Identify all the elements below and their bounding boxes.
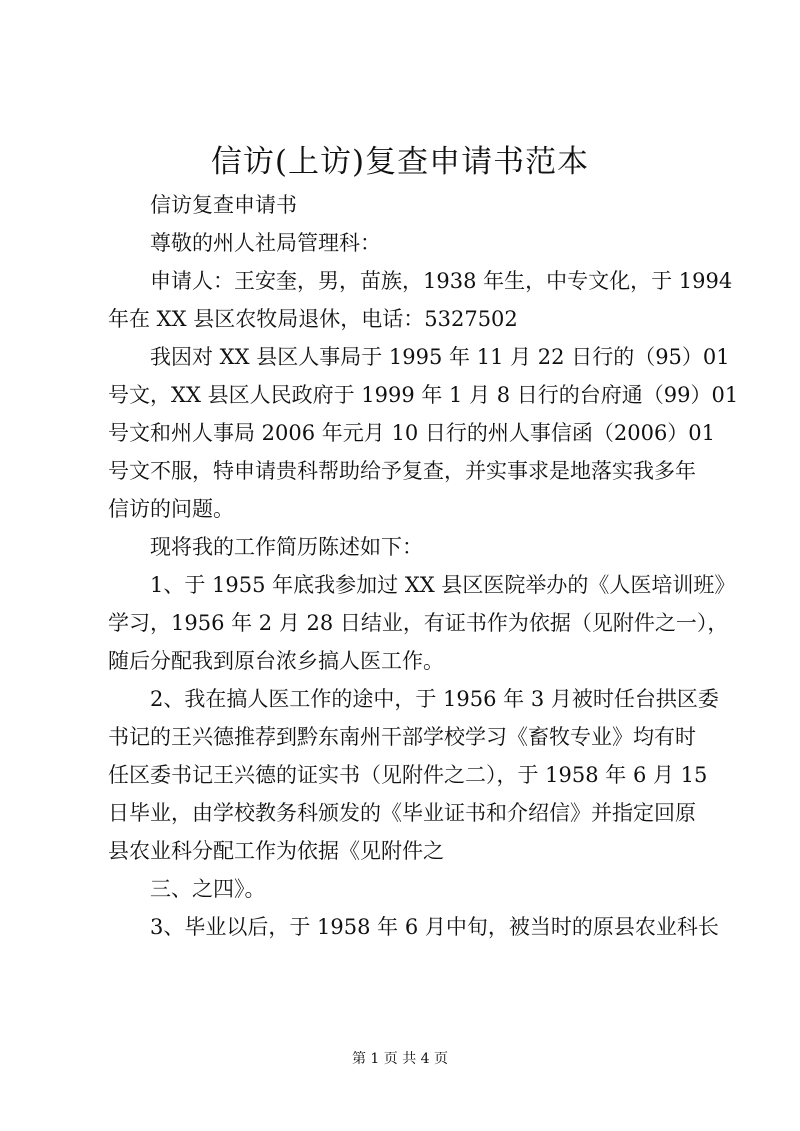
paragraph [108,186,704,224]
text-line: 日毕业，由学校教务科颁发的《毕业证书和介绍信》并指定回原 [108,801,696,825]
paragraph [108,528,704,566]
paragraph [108,680,719,870]
paragraph [108,224,704,262]
text-line: 信访的问题。 [108,497,234,521]
text-line: 三、之四》。 [150,877,266,901]
text-line: 尊敬的州人社局管理科： [150,231,381,255]
page-number-footer: 第 1 页 共 4 页 [351,1051,449,1067]
text-line: 申请人：王安奎，男，苗族，1938 年生，中专文化，于 1994 [150,269,733,293]
text-line: 信访复查申请书 [150,193,297,217]
text-line: 号文，XX 县区人民政府于 1999 年 1 月 8 日行的台府通（99）01 [108,383,739,407]
text-line: 任区委书记王兴德的证实书（见附件之二），于 1958 年 6 月 15 [108,763,708,787]
paragraph [108,566,736,680]
document-body [108,186,739,946]
text-line: 随后分配我到原台浓乡搞人医工作。 [108,649,444,673]
paragraph [108,870,704,908]
paragraph [108,338,739,528]
paragraph [108,262,733,338]
text-line: 号文不服，特申请贵科帮助给予复查，并实事求是地落实我多年 [108,459,696,483]
text-line: 号文和州人事局 2006 年元月 10 日行的州人事信函（2006）01 [108,421,716,445]
text-line: 我因对 XX 县区人事局于 1995 年 11 月 22 日行的（95）01 [150,345,730,369]
text-line: 2、我在搞人医工作的途中，于 1956 年 3 月被时任台拱区委 [150,687,719,711]
paragraph [108,908,719,946]
text-line: 现将我的工作简历陈述如下： [150,535,423,559]
text-line: 县农业科分配工作为依据《见附件之 [108,839,444,863]
text-line: 1、于 1955 年底我参加过 XX 县区医院举办的《人医培训班》 [150,573,736,597]
text-line: 3、毕业以后，于 1958 年 6 月中旬，被当时的原县农业科长 [150,915,719,939]
text-line: 学习，1956 年 2 月 28 日结业，有证书作为依据（见附件之一）， [108,611,729,635]
text-line: 年在 XX 县区农牧局退休，电话：5327502 [108,307,518,331]
document-title: 信访(上访)复查申请书范本 [210,144,590,180]
text-line: 书记的王兴德推荐到黔东南州干部学校学习《畜牧专业》均有时 [108,725,696,749]
